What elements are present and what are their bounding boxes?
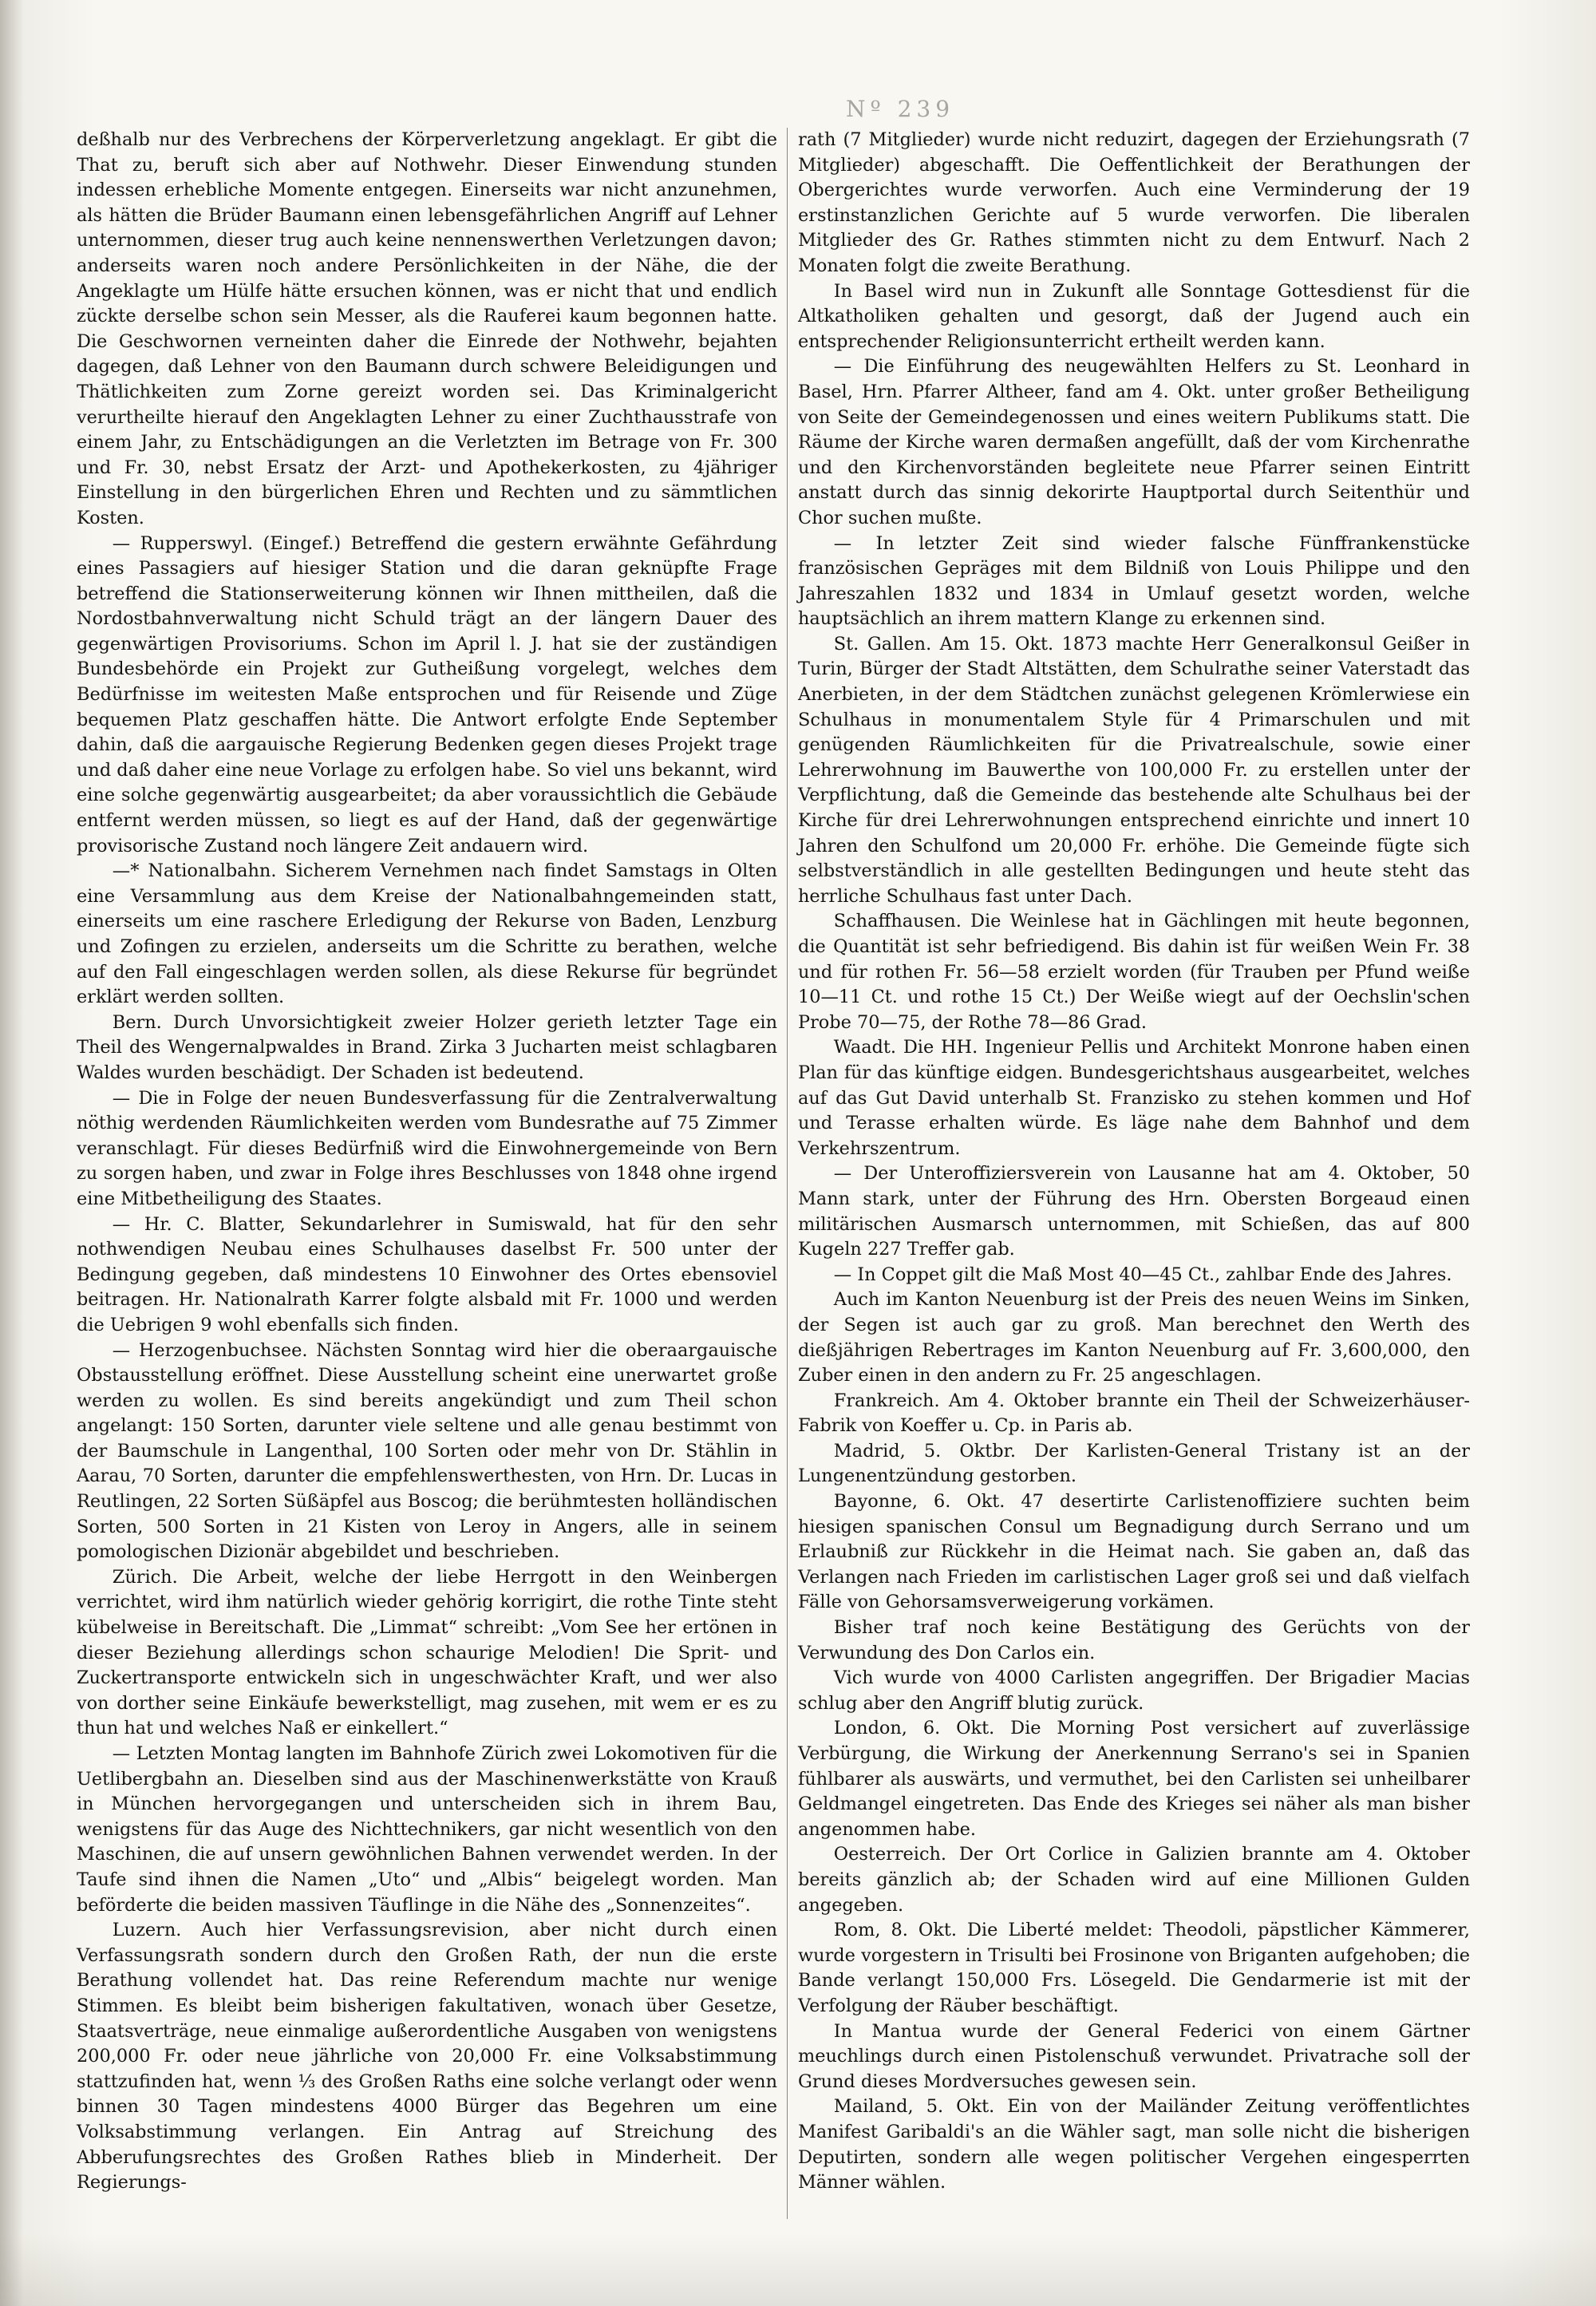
article-bayonne: Bayonne, 6. Okt. 47 desertirte Carlistenoffiziere suchten beim hiesigen spanischen Consul um Begnadigung durch Serrano und um Erlaubniß zur Rückkehr in die Heimat nach. Sie gaben an, daß das Verlangen nach Frieden im carlistischen Lager groß sei und daß vielfach Fälle von Gehorsamsverweigerung vorkämen.	[798, 1491, 1470, 1613]
article-waadt: Waadt. Die HH. Ingenieur Pellis und Architekt Monrone haben einen Plan für das künftige eidgen. Bundesgerichtshaus ausgearbeitet, welches auf das Gut David unterhalb St. Franzisko zu stehen kommen und Hof und Terasse erhalten würde. Es läge nahe dem Bahnhof und dem Verkehrszentrum.	[798, 1037, 1470, 1159]
article-lehner-verdict: deßhalb nur des Verbrechens der Körperverletzung angeklagt. Er gibt die That zu, beruft sich aber auf Nothwehr. Dieser Einwendung stunden indessen erhebliche Momente entgegen. Einerseits war nicht anzunehmen, als hätten die Brüder Baumann einen lebensgefährlichen Angriff auf Lehner unternommen, dieser trug auch keine nennenswerthen Verletzungen davon; anderseits waren noch andere Persönlichkeiten in der Nähe, die der Angeklagte um Hülfe hätte ersuchen können, was er nicht that und endlich zückte derselbe schon sein Messer, als die Rauferei kaum begonnen hatte. Die Geschwornen verneinten daher die Einrede der Nothwehr, bejahten dagegen, daß Lehner von den Baumann durch schwere Beleidigungen und Thätlichkeiten zum Zorne gereizt worden sei. Das Kriminalgericht verurtheilte hierauf den Angeklagten Lehner zu einer Zuchthausstrafe von einem Jahr, zu Entschädigungen an die Verletzten im Betrage von Fr. 300 und Fr. 30, nebst Ersatz der Arzt- und Apothekerkosten, zu 4jähriger Einstellung in den bürgerlichen Ehren und Rechten und zu sämmtlichen Kosten.	[77, 129, 777, 528]
article-london: London, 6. Okt. Die Morning Post versichert auf zuverlässige Verbürgung, die Wirkung der Anerkennung Serrano's sei in Spanien fühlbarer als auswärts, und vermuthet, bei den Carlisten sei unheilbarer Geldmangel eingetreten. Das Ende des Krieges sei näher als man bisher angenommen habe.	[798, 1718, 1470, 1840]
article-neuenburg: Auch im Kanton Neuenburg ist der Preis des neuen Weins im Sinken, der Segen ist auch gar zu groß. Man berechnet den Werth des dießjährigen Rebertrages im Kanton Neuenburg auf Fr. 3,600,000, den Zuber einen in den andern zu Fr. 25 angeschlagen.	[798, 1289, 1470, 1386]
column-divider	[787, 128, 788, 2219]
article-basel-gottesdienst: In Basel wird nun in Zukunft alle Sonntage Gottesdienst für die Altkatholiken gehalten und gesorgt, daß der Jugend auch ein entsprechender Religionsunterricht ertheilt werden kann.	[798, 280, 1470, 352]
article-herzogenbuchsee: — Herzogenbuchsee. Nächsten Sonntag wird hier die oberaargauische Obstausstellung eröffnet. Diese Ausstellung scheint eine unerwartet große werden zu wollen. Es sind bereits angekündigt und zum Theil schon angelangt: 150 Sorten, darunter viele seltene und alle genau bestimmt von der Baumschule in Langenthal, 100 Sorten oder mehr von Dr. Stählin in Aarau, 70 Sorten, darunter die empfehlenswerthesten, von Hrn. Dr. Lucas in Reutlingen, 22 Sorten Süßäpfel aus Boscog; die berühmtesten holländischen Sorten, 500 Sorten in 21 Kisten von Leroy in Angers, alle in seinem pomologischen Dizionär abgebildet und beschrieben.	[77, 1339, 777, 1563]
left-column	[77, 128, 777, 2196]
article-blatter-schulhaus: — Hr. C. Blatter, Sekundarlehrer in Sumiswald, hat für den sehr nothwendigen Neubau eines Schulhauses daselbst Fr. 500 unter der Bedingung gegeben, daß mindestens 10 Einwohner des Ortes ebensoviel beitragen. Hr. Nationalrath Karrer folgte alsbald mit Fr. 1000 und werden die Uebrigen 9 wohl ebenfalls sich finden.	[77, 1213, 777, 1335]
right-column	[798, 128, 1470, 2196]
article-rom: Rom, 8. Okt. Die Liberté meldet: Theodoli, päpstlicher Kämmerer, wurde vorgestern in Trisulti bei Frosinone von Briganten aufgehoben; die Bande verlangt 150,000 Frs. Lösegeld. Die Gendarmerie ist mit der Verfolgung der Räuber beschäftigt.	[798, 1920, 1470, 2016]
article-coppet: — In Coppet gilt die Maß Most 40—45 Ct., zahlbar Ende des Jahres.	[833, 1264, 1452, 1285]
article-nationalbahn: —* Nationalbahn. Sicherem Vernehmen nach findet Samstags in Olten eine Versammlung aus dem Kreise der Nationalbahngemeinden statt, einerseits um eine raschere Erledigung der Rekurse von Baden, Lenzburg und Zofingen zu erzielen, anderseits um die Schritte zu berathen, welche auf den Fall eingeschlagen werden sollen, als diese Rekurse für begründet erklärt werden sollten.	[77, 860, 777, 1008]
article-madrid: Madrid, 5. Oktbr. Der Karlisten-General Tristany ist an der Lungenentzündung gestorben.	[798, 1440, 1470, 1487]
article-zurich-wine: Zürich. Die Arbeit, welche der liebe Herrgott in den Weinbergen verrichtet, wird ihm natürlich wieder gehörig korrigirt, die rothe Tinte steht kübelweise in Bereitschaft. Die „Limmat“ schreibt: „Vom See her ertönen in dieser Beziehung allerdings schon schaurige Melodien! Die Sprit- und Zuckertransporte entwickeln sich in ungeschwächter Kraft, und wer also von dorther seine Einkäufe bewerkstelligt, mag zusehen, mit wem er es zu thun hat und welches Naß er einkellert.“	[77, 1566, 777, 1739]
running-head: Nº 239	[846, 96, 955, 122]
article-bern-bundesverwaltung: — Die in Folge der neuen Bundesverfassung für die Zentralverwaltung nöthig werdenden Räumlichkeiten werden vom Bundesrathe auf 75 Zimmer veranschlagt. Für dieses Bedürfniß wird die Einwohnergemeinde von Bern zu sorgen haben, und zwar in Folge ihres Beschlusses von 1848 ohne irgend eine Mitbetheiligung des Staates.	[77, 1087, 777, 1209]
article-luzern-continued: rath (7 Mitglieder) wurde nicht reduzirt, dagegen der Erziehungsrath (7 Mitglieder) abgeschafft. Die Oeffentlichkeit der Berathungen der Obergerichtes wurde verworfen. Auch eine Verminderung der 19 erstinstanzlichen Gerichte auf 5 wurde verworfen. Die liberalen Mitglieder des Gr. Rathes stimmten nicht zu dem Entwurf. Nach 2 Monaten folgt die zweite Berathung.	[798, 129, 1470, 276]
page-gutter-shadow	[0, 0, 24, 2306]
article-frankreich: Frankreich. Am 4. Oktober brannte ein Theil der Schweizerhäuser-Fabrik von Koeffer u. Cp. in Paris ab.	[798, 1390, 1470, 1437]
article-rupperswyl: — Rupperswyl. (Eingef.) Betreffend die gestern erwähnte Gefährdung eines Passagiers auf hiesiger Station und die daran geknüpfte Frage betreffend die Stationserweiterung können wir Ihnen mittheilen, daß die Nordostbahnverwaltung nicht Schuld trägt an der längern Dauer des gegenwärtigen Provisoriums. Schon im April l. J. hat sie der zuständigen Bundesbehörde ein Projekt zur Gutheißung vorgelegt, welches dem Bedürfnisse im weitesten Maße entsprochen und für Reisende und Züge bequemen Platz geschaffen hätte. Die Antwort erfolgte Ende September dahin, daß die aargauische Regierung Bedenken gegen dieses Projekt trage und daß daher eine neue Vorlage zu erfolgen habe. So viel uns bekannt, wird eine solche gegenwärtig ausgearbeitet; da aber voraussichtlich die Gebäude entfernt werden müssen, so liegt es auf der Hand, daß der gegenwärtige provisorische Zustand noch längere Zeit andauern wird.	[77, 532, 777, 856]
article-zurich-lokomotiven: — Letzten Montag langten im Bahnhofe Zürich zwei Lokomotiven für die Uetlibergbahn an. Dieselben sind aus der Maschinenwerkstätte von Krauß in München hervorgegangen und unterscheiden sich in ihrem Bau, wenigstens für das Auge des Nichttechnikers, gar nicht wesentlich von den Maschinen, die auf unsern gewöhnlichen Bahnen verwendet werden. In der Taufe sind ihnen die Namen „Uto“ und „Albis“ beigelegt worden. Man beförderte die beiden massiven Täuflinge in die Nähe des „Sonnenzeites“.	[77, 1743, 777, 1916]
article-st-gallen: St. Gallen. Am 15. Okt. 1873 machte Herr Generalkonsul Geißer in Turin, Bürger der Stadt Altstätten, dem Schulrathe seiner Vaterstadt das Anerbieten, in der dem Städtchen zunächst gelegenen Krömlerwiese ein Schulhaus in monumentalem Style für 4 Primarschulen und mit genügenden Räumlichkeiten für die Privatrealschule, sowie einer Lehrerwohnung im Bauwerthe von 100,000 Fr. zu erstellen unter der Verpflichtung, daß die Gemeinde das bestehende alte Schulhaus bei der Kirche für drei Lehrerwohnungen entsprechend einrichte und innert 10 Jahren den Schulfond um 20,000 Fr. erhöhe. Die Gemeinde fügte sich selbstverständlich in alle gestellten Bedingungen und heute steht das herrliche Schulhaus fast unter Dach.	[798, 633, 1470, 907]
article-falschgeld: — In letzter Zeit sind wieder falsche Fünffrankenstücke französischen Gepräges mit dem Bildniß von Louis Philippe und den Jahreszahlen 1832 und 1834 in Umlauf gesetzt worden, welche hauptsächlich an ihrem mattern Klange zu erkennen sind.	[798, 532, 1470, 630]
article-schaffhausen: Schaffhausen. Die Weinlese hat in Gächlingen mit heute begonnen, die Quantität ist sehr befriedigend. Bis dahin ist für weißen Wein Fr. 38 und für rothen Fr. 56—58 erzielt worden (für Trauben per Pfund weiße 10—11 Ct. und rothe 15 Ct.) Der Weiße wiegt auf der Oechslin'schen Probe 70—75, der Rothe 78—86 Grad.	[798, 911, 1470, 1033]
article-lausanne: — Der Unteroffiziersverein von Lausanne hat am 4. Oktober, 50 Mann stark, unter der Führung des Hrn. Obersten Borgeaud einen militärischen Ausmarsch unternommen, mit Schießen, das auf 800 Kugeln 227 Treffer gab.	[798, 1163, 1470, 1260]
page-bottom-shadow	[0, 2234, 1596, 2306]
article-basel-helfer: — Die Einführung des neugewählten Helfers zu St. Leonhard in Basel, Hrn. Pfarrer Altheer, fand am 4. Okt. unter großer Betheiligung von Seite der Gemeindegenossen und eines weitern Publikums statt. Die Räume der Kirche waren dermaßen angefüllt, daß der vom Kirchenrathe und den Kirchenvorständen begleitete neue Pfarrer seinen Eintritt anstatt durch das sinnig dekorirte Hauptportal durch Seitenthür und Chor suchen mußte.	[798, 356, 1470, 528]
article-mailand: Mailand, 5. Okt. Ein von der Mailänder Zeitung veröffentlichtes Manifest Garibaldi's an die Wähler sagt, man solle nicht die bisherigen Deputirten, sondern alle wegen politischer Vergehen eingesperrten Männer wählen.	[798, 2096, 1470, 2193]
article-mantua: In Mantua wurde der General Federici von einem Gärtner meuchlings durch einen Pistolenschuß verwundet. Privatrache soll der Grund dieses Mordversuches gewesen sein.	[798, 2020, 1470, 2092]
article-vich: Vich wurde von 4000 Carlisten angegriffen. Der Brigadier Macias schlug aber den Angriff blutig zurück.	[798, 1667, 1470, 1714]
article-luzern: Luzern. Auch hier Verfassungsrevision, aber nicht durch einen Verfassungsrath sondern durch den Großen Rath, der nun die erste Berathung vollendet hat. Das reine Referendum machte nur wenige Stimmen. Es bleibt beim bisherigen fakultativen, wonach über Gesetze, Staatsverträge, neue einmalige außerordentliche Ausgaben von wenigstens 200,000 Fr. oder neue jährliche von 20,000 Fr. eine Volksabstimmung stattzufinden hat, wenn ⅓ des Großen Raths eine solche verlangt oder wenn binnen 30 Tagen mindestens 4000 Bürger das Begehren um eine Volksabstimmung verlangen. Ein Antrag auf Streichung des Abberufungsrechtes des Großen Rathes blieb in Minderheit. Der Regierungs-	[77, 1920, 777, 2193]
article-oesterreich: Oesterreich. Der Ort Corlice in Galizien brannte am 4. Oktober bereits gänzlich ab; der Schaden wird auf eine Millionen Gulden angegeben.	[798, 1844, 1470, 1916]
article-bern-fire: Bern. Durch Unvorsichtigkeit zweier Holzer gerieth letzter Tage ein Theil des Wengernalpwaldes in Brand. Zirka 3 Jucharten meist schlagbaren Waldes wurden beschädigt. Der Schaden ist bedeutend.	[77, 1011, 777, 1083]
article-don-carlos: Bisher traf noch keine Bestätigung des Gerüchts von der Verwundung des Don Carlos ein.	[798, 1617, 1470, 1663]
